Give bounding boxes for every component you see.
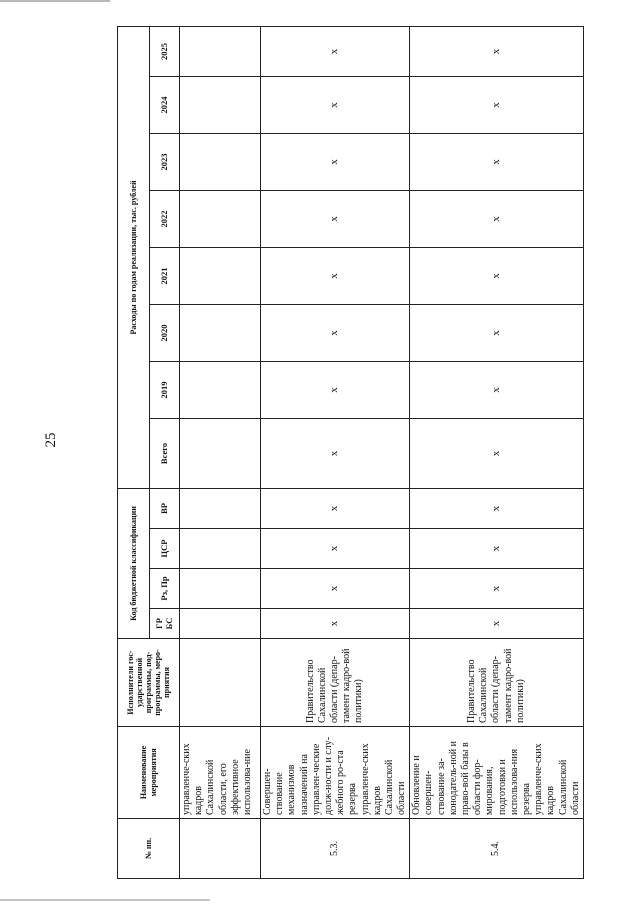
cell-csr: [180, 529, 261, 569]
header-year-2022: 2022: [150, 190, 180, 247]
cell-2024: [180, 76, 261, 133]
header-row-1: [118, 26, 150, 878]
cell-grbs: [180, 609, 261, 639]
table-row: [410, 26, 584, 878]
header-year-2023: 2023: [150, 133, 180, 190]
header-budget-code: Код бюджетной классификации: [118, 488, 150, 638]
header-executor: Исполнители гос-ударственной программы, под-программы, меро-приятия: [118, 639, 180, 727]
row-name: Совершен-ствование механизмов назначений на управлен-ческие долж-ности и слу-жебного ро-ста резерва управленче-ских кадров Сахалинской области: [261, 727, 410, 819]
row-number: 5.4.: [410, 819, 584, 879]
cell-total: x: [410, 418, 584, 488]
cell-2022: x: [410, 190, 584, 247]
cell-2024: x: [410, 76, 584, 133]
rotated-table-wrapper: [117, 27, 581, 879]
cell-2023: x: [261, 133, 410, 190]
cell-grbs: x: [410, 609, 584, 639]
cell-2020: [180, 304, 261, 361]
cell-2023: x: [410, 133, 584, 190]
cell-2021: [180, 247, 261, 304]
cell-rzpr: x: [261, 569, 410, 609]
cell-csr: x: [261, 529, 410, 569]
cell-rzpr: [180, 569, 261, 609]
header-grbs: ГР БС: [150, 609, 180, 639]
row-name: управленче-ских кадров Сахалинской области, его эффективное использова-ние: [180, 727, 261, 819]
header-year-2024: 2024: [150, 76, 180, 133]
cell-csr: x: [410, 529, 584, 569]
table-row: [261, 26, 410, 878]
row-number: [180, 819, 261, 879]
cell-2024: x: [261, 76, 410, 133]
cell-2021: x: [410, 247, 584, 304]
header-csr: ЦСР: [150, 529, 180, 569]
header-rzpr: Рз, Пр: [150, 569, 180, 609]
cell-2022: [180, 190, 261, 247]
header-vr: ВР: [150, 488, 180, 528]
cell-vr: [180, 488, 261, 528]
table-row: [180, 26, 261, 878]
cell-2025: [180, 26, 261, 76]
cell-2022: x: [261, 190, 410, 247]
row-executor: Правительство Сахалинской области (депар-тамент кадро-вой политики): [410, 639, 584, 727]
cell-grbs: x: [261, 609, 410, 639]
cell-2025: x: [410, 26, 584, 76]
header-year-2019: 2019: [150, 361, 180, 418]
cell-vr: x: [261, 488, 410, 528]
cell-2019: x: [410, 361, 584, 418]
header-num: № пп.: [118, 819, 180, 879]
cell-2019: [180, 361, 261, 418]
expenses-table: [117, 26, 584, 879]
row-executor: [180, 639, 261, 727]
scan-edge-top: [0, 0, 110, 2]
cell-vr: x: [410, 488, 584, 528]
cell-2019: x: [261, 361, 410, 418]
cell-2023: [180, 133, 261, 190]
row-number: 5.3.: [261, 819, 410, 879]
header-year-2025: 2025: [150, 26, 180, 76]
row-name: Обновление и совершен-ствование за-конодатель-ной и право-вой базы в области фор-мирования, подготовки и использова-ния резерва управленче-ских кадров Сахалинской области: [410, 727, 584, 819]
cell-total: [180, 418, 261, 488]
header-year-2021: 2021: [150, 247, 180, 304]
row-executor: Правительство Сахалинской области (депар-тамент кадро-вой политики): [261, 639, 410, 727]
cell-rzpr: x: [410, 569, 584, 609]
cell-2020: x: [410, 304, 584, 361]
header-name: Наименование мероприятия: [118, 727, 180, 819]
header-year-2020: 2020: [150, 304, 180, 361]
cell-total: x: [261, 418, 410, 488]
cell-2021: x: [261, 247, 410, 304]
header-expenses: Расходы по годам реализации, тыс. рублей: [118, 26, 150, 488]
scan-edge-bottom: [0, 899, 210, 901]
page-number: 25: [43, 432, 59, 448]
header-total: Всего: [150, 418, 180, 488]
cell-2020: x: [261, 304, 410, 361]
cell-2025: x: [261, 26, 410, 76]
